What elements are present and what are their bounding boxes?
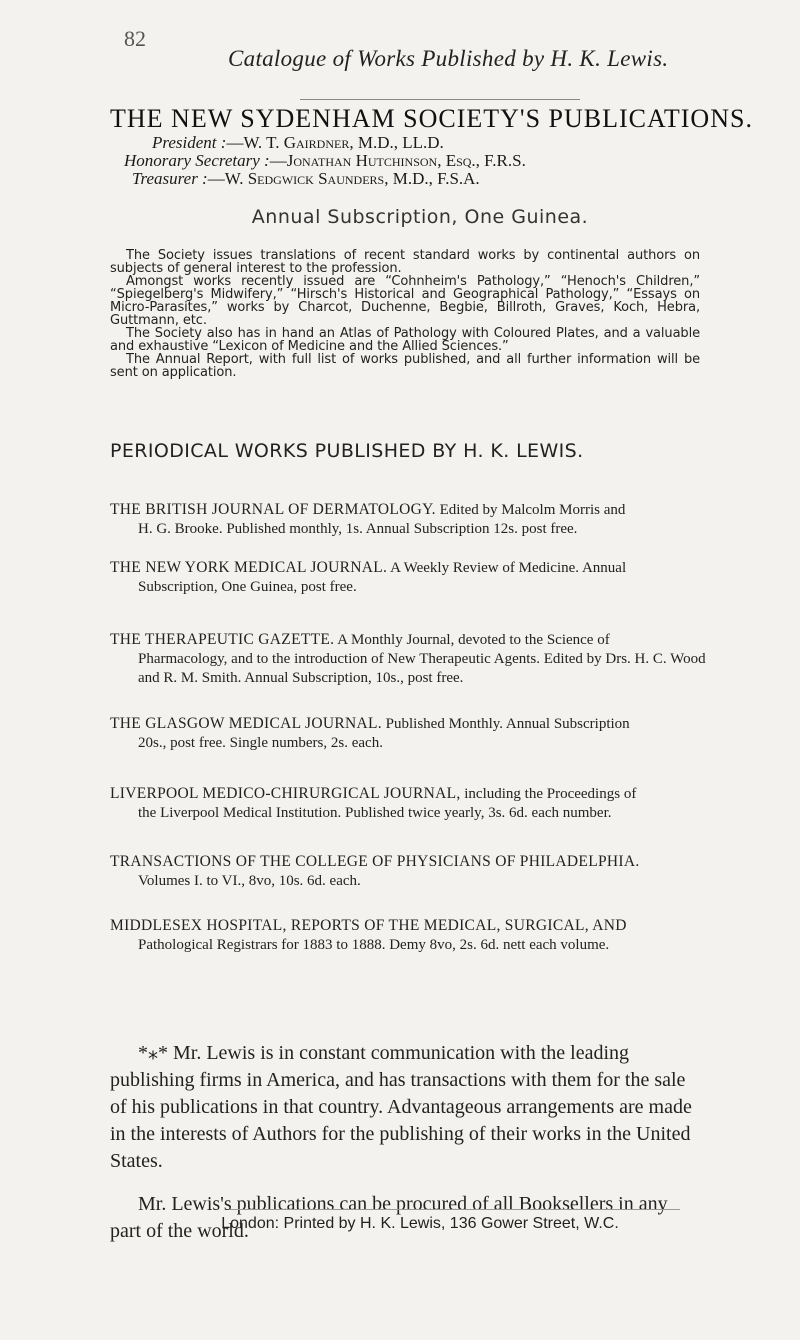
subscription-line: Annual Subscription, One Guinea. xyxy=(251,206,589,228)
periodical-entry xyxy=(110,784,710,823)
periodical-entry xyxy=(110,714,710,753)
president-name: —W. T. Gairdner, M.D., LL.D. xyxy=(226,133,444,152)
printer-imprint: London: Printed by H. K. Lewis, 136 Gower Street, W.C. xyxy=(221,1215,619,1232)
periodical-title: THE NEW YORK MEDICAL JOURNAL. xyxy=(110,559,388,576)
page-number: 82 xyxy=(124,26,146,51)
society-paragraph: Amongst works recently issued are “Cohnheim's Pathology,” “Henoch's Children,” “Spiegelberg's Midwifery,” “Hirsch's Historical and Geographical Pathology,” “Essays on Micro-Parasites,” works by Charcot, Duchenne, Begbie, Billroth, Graves, Koch, Hebra, Guttmann, etc. xyxy=(110,274,700,328)
header-rule xyxy=(300,99,580,100)
asterism-mark: *⁎* xyxy=(138,1042,168,1064)
notice-paragraph xyxy=(110,1040,700,1175)
periodical-entry xyxy=(110,630,710,688)
president-label: President : xyxy=(152,133,227,152)
society-paragraph: The Society issues translations of recent standard works by continental authors on subjects of general interest to the profession. xyxy=(110,248,700,276)
periodical-title: THE THERAPEUTIC GAZETTE. xyxy=(110,631,335,648)
periodical-detail-cont: Volumes I. to VI., 8vo, 10s. 6d. each. xyxy=(138,873,361,889)
periodical-entry xyxy=(110,916,710,955)
periodical-detail-cont: H. G. Brooke. Published monthly, 1s. Annual Subscription 12s. post free. xyxy=(138,521,578,537)
periodical-detail-cont: 20s., post free. Single numbers, 2s. each. xyxy=(138,735,383,751)
periodical-detail-cont: Pharmacology, and to the introduction of New Therapeutic Agents. Edited by Drs. H. C. Wood and R. M. Smith. Annual Subscription, 10s., post free. xyxy=(138,651,706,686)
periodical-entry xyxy=(110,500,710,539)
running-head: Catalogue of Works Published by H. K. Lewis. xyxy=(228,46,669,71)
periodical-detail-cont: Pathological Registrars for 1883 to 1888. Demy 8vo, 2s. 6d. nett each volume. xyxy=(138,937,610,953)
secretary-line xyxy=(124,152,526,170)
society-paragraph: The Society also has in hand an Atlas of Pathology with Coloured Plates, and a valuable and exhaustive “Lexicon of Medicine and the Allied Sciences.” xyxy=(110,326,700,354)
notice-text: Mr. Lewis is in constant communication with the leading publishing firms in America, and has transactions with them for the sale of his publications in that country. Advantageous arrangements are made in the interests of Authors for the publishing of their works in the United States. xyxy=(110,1042,692,1172)
treasurer-line xyxy=(124,170,526,188)
secretary-label: Honorary Secretary : xyxy=(124,151,270,170)
periodical-entry xyxy=(110,558,710,597)
periodical-detail: A Weekly Review of Medicine. Annual xyxy=(390,560,627,576)
periodical-title: THE GLASGOW MEDICAL JOURNAL. xyxy=(110,715,382,732)
society-description xyxy=(110,249,700,379)
imprint-rule xyxy=(230,1209,680,1210)
periodical-title: TRANSACTIONS OF THE COLLEGE OF PHYSICIANS OF PHILADELPHIA. xyxy=(110,853,640,870)
treasurer-name: —W. Sedgwick Saunders, M.D., F.S.A. xyxy=(207,169,480,188)
periodical-detail-cont: Subscription, One Guinea, post free. xyxy=(138,579,357,595)
periodical-detail: including the Proceedings of xyxy=(464,786,637,802)
periodical-title: THE BRITISH JOURNAL OF DERMATOLOGY. xyxy=(110,501,436,518)
society-paragraph: The Annual Report, with full list of works published, and all further information will be sent on application. xyxy=(110,352,700,380)
periodical-detail: Published Monthly. Annual Subscription xyxy=(385,716,630,732)
periodical-detail: Edited by Malcolm Morris and xyxy=(439,502,626,518)
periodical-entry xyxy=(110,852,710,891)
periodical-detail: A Monthly Journal, devoted to the Science of xyxy=(337,632,610,648)
periodical-title: MIDDLESEX HOSPITAL, REPORTS OF THE MEDICAL, SURGICAL, AND xyxy=(110,917,627,934)
society-officers xyxy=(124,134,526,188)
treasurer-label: Treasurer : xyxy=(132,169,208,188)
periodicals-heading: PERIODICAL WORKS PUBLISHED BY H. K. LEWIS. xyxy=(110,440,584,462)
periodical-detail-cont: the Liverpool Medical Institution. Published twice yearly, 3s. 6d. each number. xyxy=(138,805,612,821)
president-line xyxy=(124,134,526,152)
periodical-title: LIVERPOOL MEDICO-CHIRURGICAL JOURNAL, xyxy=(110,785,461,802)
notice-paragraph: Mr. Lewis's publications can be procured of all Booksellers in any part of the world. xyxy=(110,1193,668,1242)
secretary-name: —Jonathan Hutchinson, Esq., F.R.S. xyxy=(269,151,526,170)
society-title: THE NEW SYDENHAM SOCIETY'S PUBLICATIONS. xyxy=(110,104,753,133)
